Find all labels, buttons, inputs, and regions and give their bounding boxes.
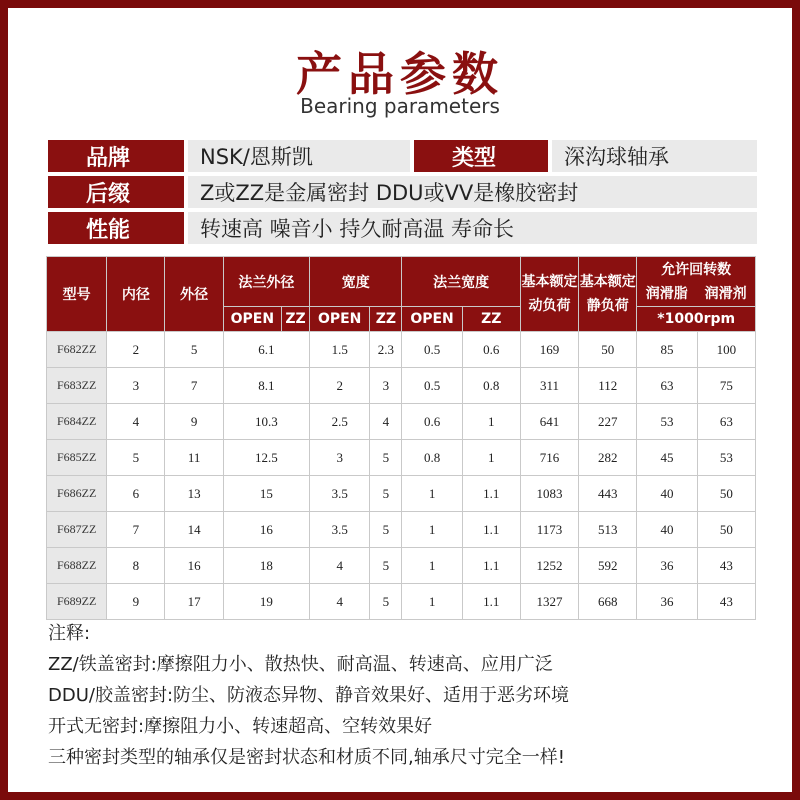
cell-inner-diameter: 3 [107,368,165,404]
cell-oil-speed: 43 [697,584,755,620]
cell-outer-diameter: 7 [165,368,223,404]
cell-width-open: 2 [310,368,370,404]
header-speed [637,257,756,307]
cell-static-load: 668 [579,584,637,620]
cell-flange-width-zz: 1.1 [462,584,520,620]
table-row [47,404,756,440]
cell-model: F686ZZ [47,476,107,512]
header-dynamic-load-text: 基本额定动负荷 [521,274,578,314]
cell-flange-width-zz: 1 [462,440,520,476]
cell-grease-speed: 53 [637,404,697,440]
cell-static-load: 227 [579,404,637,440]
header-speed-title: 允许回转数 [661,261,732,278]
cell-flange-od: 18 [223,548,309,584]
cell-model: F688ZZ [47,548,107,584]
cell-flange-od: 10.3 [223,404,309,440]
header-width-open: OPEN [310,307,370,332]
header-flange-od: 法兰外径 [223,257,309,307]
cell-static-load: 112 [579,368,637,404]
cell-width-open: 2.5 [310,404,370,440]
cell-outer-diameter: 16 [165,548,223,584]
info-row-suffix [48,176,757,208]
header-rpm-unit: *1000rpm [637,307,756,332]
notes-title: 注释: [48,623,91,644]
page-title: 产品参数 [296,47,504,101]
table-row [47,512,756,548]
cell-oil-speed: 50 [697,512,755,548]
cell-outer-diameter: 11 [165,440,223,476]
cell-inner-diameter: 2 [107,332,165,368]
cell-flange-width-zz: 1.1 [462,512,520,548]
cell-oil-speed: 50 [697,476,755,512]
cell-outer-diameter: 17 [165,584,223,620]
table-row [47,368,756,404]
cell-width-zz: 4 [370,404,402,440]
suffix-value: Z或ZZ是金属密封 DDU或VV是橡胶密封 [188,176,757,208]
cell-grease-speed: 36 [637,548,697,584]
info-row-performance [48,212,757,244]
header-flange-width: 法兰宽度 [402,257,520,307]
cell-static-load: 282 [579,440,637,476]
cell-flange-width-zz: 0.8 [462,368,520,404]
cell-flange-width-open: 1 [402,584,462,620]
cell-inner-diameter: 9 [107,584,165,620]
header-grease: 润滑脂 [645,285,688,302]
header-flange-od-zz: ZZ [281,307,309,332]
cell-oil-speed: 100 [697,332,755,368]
cell-oil-speed: 43 [697,548,755,584]
brand-label: 品牌 [48,140,184,172]
cell-grease-speed: 45 [637,440,697,476]
table-row [47,440,756,476]
type-label: 类型 [414,140,548,172]
cell-grease-speed: 85 [637,332,697,368]
cell-flange-width-open: 0.8 [402,440,462,476]
cell-flange-width-open: 0.6 [402,404,462,440]
cell-width-open: 3.5 [310,476,370,512]
table-row [47,584,756,620]
cell-grease-speed: 40 [637,512,697,548]
suffix-label: 后缀 [48,176,184,208]
header-flange-od-open: OPEN [223,307,281,332]
cell-grease-speed: 40 [637,476,697,512]
cell-flange-width-open: 1 [402,548,462,584]
cell-flange-width-open: 0.5 [402,332,462,368]
cell-dynamic-load: 1173 [520,512,578,548]
header-dynamic-load [520,257,578,332]
cell-dynamic-load: 1083 [520,476,578,512]
cell-width-zz: 2.3 [370,332,402,368]
cell-dynamic-load: 169 [520,332,578,368]
table-row [47,332,756,368]
cell-width-open: 4 [310,584,370,620]
type-value: 深沟球轴承 [552,140,757,172]
cell-static-load: 513 [579,512,637,548]
performance-label: 性能 [48,212,184,244]
cell-flange-width-zz: 1 [462,404,520,440]
cell-static-load: 592 [579,548,637,584]
cell-model: F687ZZ [47,512,107,548]
notes-section [48,618,758,773]
cell-flange-od: 19 [223,584,309,620]
cell-model: F689ZZ [47,584,107,620]
cell-model: F685ZZ [47,440,107,476]
header-static-load-text: 基本额定静负荷 [579,274,636,314]
cell-width-open: 1.5 [310,332,370,368]
cell-outer-diameter: 5 [165,332,223,368]
header-static-load [579,257,637,332]
note-line: DDU/胶盖密封:防尘、防液态异物、静音效果好、适用于恶劣环境 [48,685,570,706]
cell-outer-diameter: 13 [165,476,223,512]
page-subtitle: Bearing parameters [300,94,500,118]
cell-flange-od: 12.5 [223,440,309,476]
bearing-spec-table [46,256,756,620]
cell-width-zz: 5 [370,512,402,548]
header-outer-diameter: 外径 [165,257,223,332]
cell-dynamic-load: 1327 [520,584,578,620]
cell-flange-od: 15 [223,476,309,512]
header-speed-subrow [637,282,755,306]
cell-inner-diameter: 8 [107,548,165,584]
cell-model: F683ZZ [47,368,107,404]
header-flange-width-open: OPEN [402,307,462,332]
note-line: 三种密封类型的轴承仅是密封状态和材质不同,轴承尺寸完全一样! [48,747,565,768]
cell-width-open: 3.5 [310,512,370,548]
cell-flange-width-open: 1 [402,512,462,548]
cell-oil-speed: 63 [697,404,755,440]
info-row-brand [48,140,757,172]
cell-oil-speed: 53 [697,440,755,476]
cell-grease-speed: 63 [637,368,697,404]
cell-width-zz: 5 [370,548,402,584]
cell-model: F682ZZ [47,332,107,368]
spec-table-body [47,332,756,620]
cell-width-open: 3 [310,440,370,476]
cell-flange-od: 8.1 [223,368,309,404]
cell-flange-width-zz: 1.1 [462,476,520,512]
cell-flange-width-zz: 0.6 [462,332,520,368]
cell-width-zz: 5 [370,584,402,620]
note-line: ZZ/铁盖密封:摩擦阻力小、散热快、耐高温、转速高、应用广泛 [48,654,553,675]
table-row [47,476,756,512]
cell-width-zz: 3 [370,368,402,404]
cell-static-load: 50 [579,332,637,368]
header-width-zz: ZZ [370,307,402,332]
cell-dynamic-load: 311 [520,368,578,404]
cell-inner-diameter: 7 [107,512,165,548]
cell-width-zz: 5 [370,476,402,512]
cell-flange-width-zz: 1.1 [462,548,520,584]
cell-flange-od: 6.1 [223,332,309,368]
header-oil: 润滑剂 [704,285,747,302]
cell-grease-speed: 36 [637,584,697,620]
cell-outer-diameter: 14 [165,512,223,548]
cell-outer-diameter: 9 [165,404,223,440]
header-flange-width-zz: ZZ [462,307,520,332]
cell-dynamic-load: 1252 [520,548,578,584]
cell-flange-width-open: 1 [402,476,462,512]
cell-flange-width-open: 0.5 [402,368,462,404]
cell-oil-speed: 75 [697,368,755,404]
cell-width-open: 4 [310,548,370,584]
cell-inner-diameter: 5 [107,440,165,476]
cell-model: F684ZZ [47,404,107,440]
brand-value: NSK/恩斯凯 [188,140,410,172]
cell-flange-od: 16 [223,512,309,548]
header-model: 型号 [47,257,107,332]
cell-width-zz: 5 [370,440,402,476]
header-width: 宽度 [310,257,402,307]
cell-static-load: 443 [579,476,637,512]
performance-value: 转速高 噪音小 持久耐高温 寿命长 [188,212,757,244]
table-row [47,548,756,584]
header-inner-diameter: 内径 [107,257,165,332]
note-line: 开式无密封:摩擦阻力小、转速超高、空转效果好 [48,716,433,737]
cell-inner-diameter: 4 [107,404,165,440]
cell-dynamic-load: 716 [520,440,578,476]
cell-inner-diameter: 6 [107,476,165,512]
cell-dynamic-load: 641 [520,404,578,440]
